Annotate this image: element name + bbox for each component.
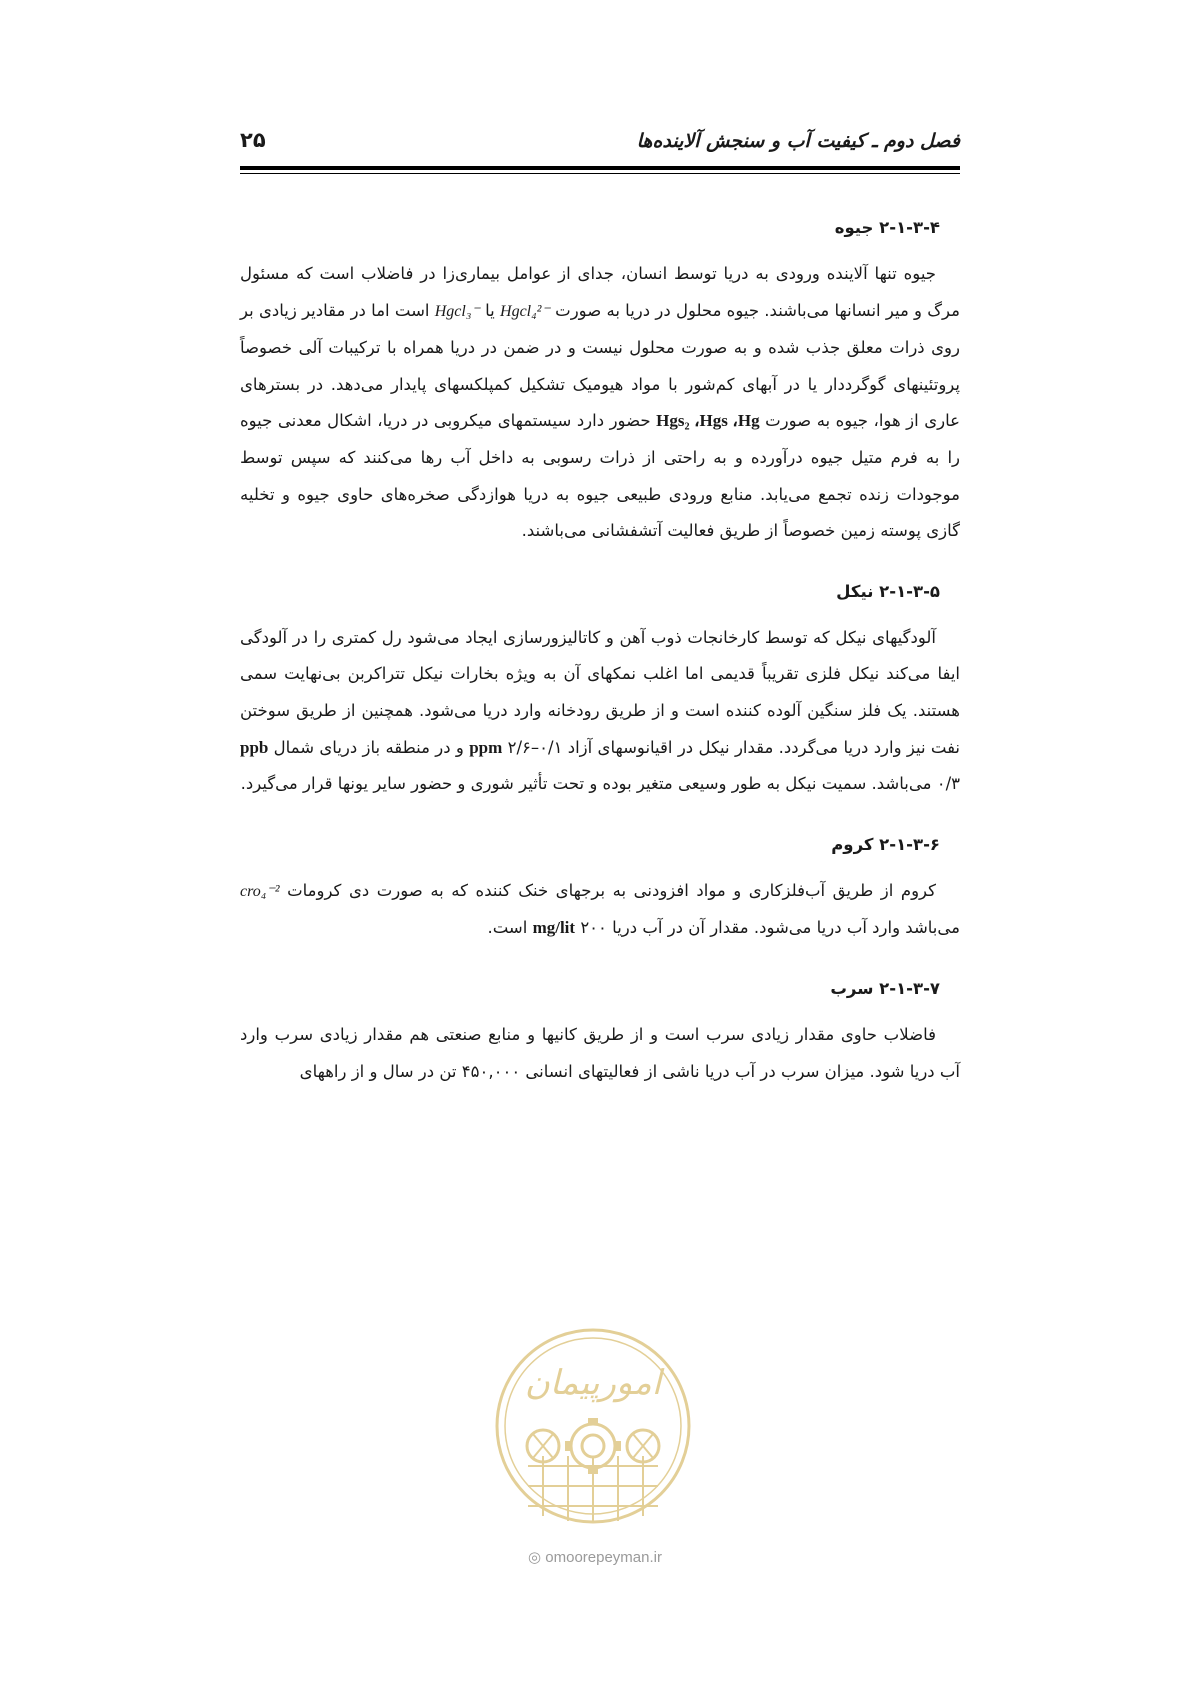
page-body: [240, 212, 960, 1116]
page-header: [240, 128, 960, 164]
formula-hgcl4: Hgcl₄²⁻: [500, 302, 550, 320]
paragraph-chromium: کروم از طریق آب‌فلزکاری و مواد افزودنی به برجهای خنک کننده که به صورت دی کرومات cro₄⁻² می‌باشد وارد آب دریا می‌شود. مقدار آن در آب دریا mg/lit ۲۰۰ است.: [240, 880, 960, 938]
section-title-chromium: ۲-۱-۳-۶ کروم: [831, 834, 940, 854]
section-title-lead: ۲-۱-۳-۷ سرب: [830, 978, 940, 998]
header-rule-thick: [240, 166, 960, 170]
paragraph-mercury: جیوه تنها آلاینده ورودی به دریا توسط انسان، جدای از عوامل بیماری‌زا در فاضلاب است که مسئول مرگ و میر انسانها می‌باشند. جیوه محلول در دریا به صورت Hgcl₄²⁻ یا Hgcl₃⁻ است اما در مقادیر زیادی بر روی ذرات معلق جذب شده و به صورت محلول نیست و در ضمن در دریا همراه با ترکیبات آلی خصوصاً پروتئینهای گوگرددار یا در آبهای کم‌شور با مواد هیومیک تشکیل کمپلکسهای پایدار می‌دهد. در بسترهای عاری از هوا، جیوه به صورت Hgs₂ ،Hgs ،Hg حضور دارد سیستمهای میکروبی در دریا، اشکال معدنی جیوه را به فرم متیل جیوه درآورده و به راحتی از ذرات رسوبی به داخل آب رها می‌کنند که سپس توسط موجودات زنده تجمع می‌یابد. منابع ورودی طبیعی جیوه به دریا هوازدگی صخره‌های حاوی جیوه و تخلیه گازی پوسته زمین خصوصاً از طریق فعالیت آتشفشانی می‌باشند.: [240, 264, 961, 541]
mercury-forms: Hgs₂ ،Hgs ،Hg: [656, 411, 760, 431]
unit-ppm: ppm: [469, 737, 503, 757]
unit-ppb: ppb: [240, 737, 269, 757]
watermark-caption-icon: ◎: [528, 1549, 542, 1566]
paragraph-nickel: آلودگیهای نیکل که توسط کارخانجات ذوب آهن و کاتالیزورسازی ایجاد می‌شود رل کمتری را در آلودگی ایفا می‌کند نیکل فلزی تقریباً قدیمی اما اغلب نمکهای آن به ویژه بخارات نیکل تتراکربن بی‌نهایت سمی هستند. یک فلز سنگین آلوده کننده است و از طریق رودخانه وارد دریا می‌شود. همچنین از طریق سوختن نفت نیز وارد دریا می‌گردد. مقدار نیکل در اقیانوسهای آزاد ppm ۲/۶–۰/۱ و در منطقه باز دریای شمال ppb ۰/۳ می‌باشد. سمیت نیکل به طور وسیعی متغیر بوده و تحت تأثیر شوری و حضور سایر یونها قرار می‌گیرد.: [240, 627, 961, 794]
watermark-logo: [488, 1316, 698, 1536]
watermark-logo-icon: [488, 1316, 698, 1536]
unit-mg-lit: mg/lit: [532, 918, 576, 938]
formula-hgcl3: Hgcl₃⁻: [434, 302, 480, 320]
section-title-mercury: ۲-۱-۳-۴ جیوه: [834, 218, 940, 237]
watermark-caption: [480, 1548, 710, 1566]
section-title-nickel: ۲-۱-۳-۵ نیکل: [836, 581, 940, 601]
page-number: ۲۵: [240, 128, 266, 152]
paragraph-lead: فاضلاب حاوی مقدار زیادی سرب است و از طریق کانیها و منابع صنعتی هم مقدار زیادی سرب وارد آب دریا شود. میزان سرب در آب دریا ناشی از فعالیتهای انسانی ۴۵۰,۰۰۰ تن در سال و از راههای: [240, 1024, 960, 1081]
watermark-caption-text: omoorepeyman.ir: [545, 1549, 662, 1566]
header-rule-thin: [240, 173, 960, 174]
chapter-title: فصل دوم ـ کیفیت آب و سنجش آلاینده‌ها: [636, 130, 960, 152]
watermark-logo-text: امورپیمان: [524, 1363, 662, 1403]
formula-cro4: cro₄⁻²: [240, 882, 280, 900]
